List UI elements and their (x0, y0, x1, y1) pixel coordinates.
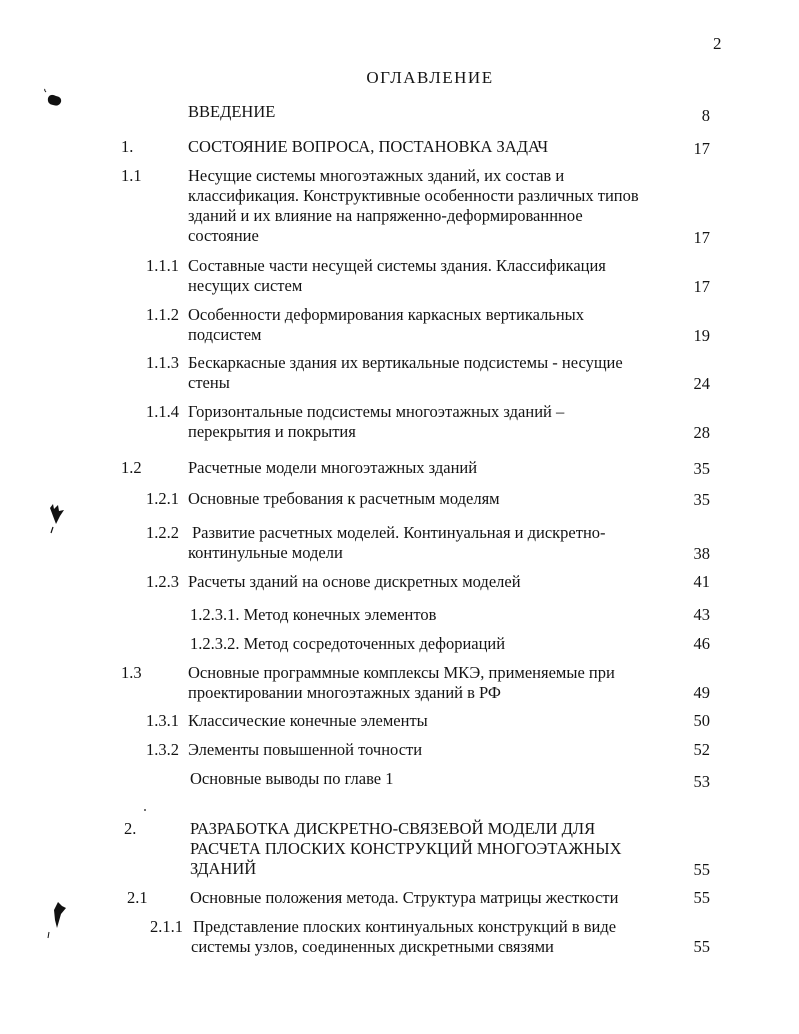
toc-entry-number: 2.1.1 (150, 917, 183, 936)
toc-entry-text: ВВЕДЕНИЕ (188, 102, 276, 121)
toc-entry-number: 1.3 (121, 663, 142, 682)
toc-entry-page: 17 (693, 139, 710, 158)
toc-entry-text: Основные программные комплексы МКЭ, применяемые при проектировании многоэтажных зданий в РФ (188, 663, 615, 702)
toc-entry-text: Горизонтальные подсистемы многоэтажных зданий – перекрытия и покрытия (188, 402, 565, 441)
toc-entry-text: Элементы повышенной точности (188, 740, 423, 759)
toc-entry-number: 1.2.1 (146, 489, 179, 508)
toc-entry-page: 55 (693, 937, 710, 956)
toc-entry-text: Составные части несущей системы здания. Классификация несущих систем (188, 256, 606, 295)
toc-entry-page: 35 (693, 459, 710, 478)
toc-title: ОГЛАВЛЕНИЕ (366, 68, 494, 87)
toc-entry-page: 55 (693, 860, 710, 879)
toc-entry-text: Представление плоских континуальных конструкций в виде системы узлов, соединенных дискретными связями (191, 917, 617, 956)
toc-entry-number: 1. (121, 137, 134, 156)
toc-entry-number: 1.3.2 (146, 740, 179, 759)
toc-entry-text: Расчеты зданий на основе дискретных моделей (188, 572, 521, 591)
toc-entry-page: 43 (693, 605, 710, 624)
toc-entry-page: 46 (693, 634, 710, 653)
toc-entry-page: 53 (693, 772, 710, 791)
toc-entry-page: 28 (693, 423, 710, 442)
toc-entry-text: 1.2.3.2. Метод сосредоточенных дефориаций (190, 634, 506, 653)
toc-entry-text: Несущие системы многоэтажных зданий, их состав и классификация. Конструктивные особенности различных типов зданий и их влияние на напряженно-деформированнное состояние (188, 166, 639, 245)
toc-entry-page: 55 (693, 888, 710, 907)
scan-dot (143, 808, 147, 812)
toc-entry-page: 49 (693, 683, 710, 702)
toc-entry-text: РАЗРАБОТКА ДИСКРЕТНО-СВЯЗЕВОЙ МОДЕЛИ ДЛЯ РАСЧЕТА ПЛОСКИХ КОНСТРУКЦИЙ МНОГОЭТАЖНЫХ ЗДАНИЙ (190, 819, 622, 878)
toc-entry-text: Основные положения метода. Структура матрицы жесткости (190, 888, 619, 907)
toc-entry-page: 35 (693, 490, 710, 509)
toc-entry-number: 2. (124, 819, 137, 838)
toc-entry-number: 1.1.4 (146, 402, 179, 421)
toc-entry-number: 1.1 (121, 166, 142, 185)
toc-entry-number: 1.1.2 (146, 305, 179, 324)
toc-entry-text: Классические конечные элементы (188, 711, 428, 730)
toc-entry-page: 19 (693, 326, 710, 345)
scan-mark-middle (44, 500, 70, 540)
toc-entry-text: Развитие расчетных моделей. Континуальная и дискретно- континульные модели (188, 523, 606, 562)
toc-entry-text: 1.2.3.1. Метод конечных элементов (190, 605, 437, 624)
toc-entry-text: Особенности деформирования каркасных вертикальных подсистем (188, 305, 584, 344)
toc-entry-page: 50 (693, 711, 710, 730)
toc-entry-page: 52 (693, 740, 710, 759)
toc-entry-page: 24 (693, 374, 710, 393)
toc-entry-page: 41 (693, 572, 710, 591)
toc-entry-text: Основные выводы по главе 1 (190, 769, 394, 788)
toc-entry-page: 8 (701, 106, 710, 125)
toc-entry-number: 1.2.2 (146, 523, 179, 542)
toc-entry-page: 38 (693, 544, 710, 563)
toc-entry-text: СОСТОЯНИЕ ВОПРОСА, ПОСТАНОВКА ЗАДАЧ (188, 137, 549, 156)
toc-entry-number: 1.3.1 (146, 711, 179, 730)
toc-entry-number: 1.1.1 (146, 256, 179, 275)
scan-mark-top (40, 88, 70, 110)
toc-entry-page: 17 (693, 228, 710, 247)
toc-entry-page: 17 (693, 277, 710, 296)
toc-entry-number: 1.2 (121, 458, 142, 477)
page-number: 2 (713, 34, 722, 53)
scan-mark-bottom (44, 898, 72, 944)
toc-entry-text: Расчетные модели многоэтажных зданий (188, 458, 478, 477)
toc-entry-text: Бескаркасные здания их вертикальные подсистемы - несущие стены (188, 353, 623, 392)
toc-entry-number: 1.1.3 (146, 353, 179, 372)
toc-entry-number: 1.2.3 (146, 572, 179, 591)
toc-entry-text: Основные требования к расчетным моделям (188, 489, 500, 508)
toc-entry-number: 2.1 (127, 888, 148, 907)
